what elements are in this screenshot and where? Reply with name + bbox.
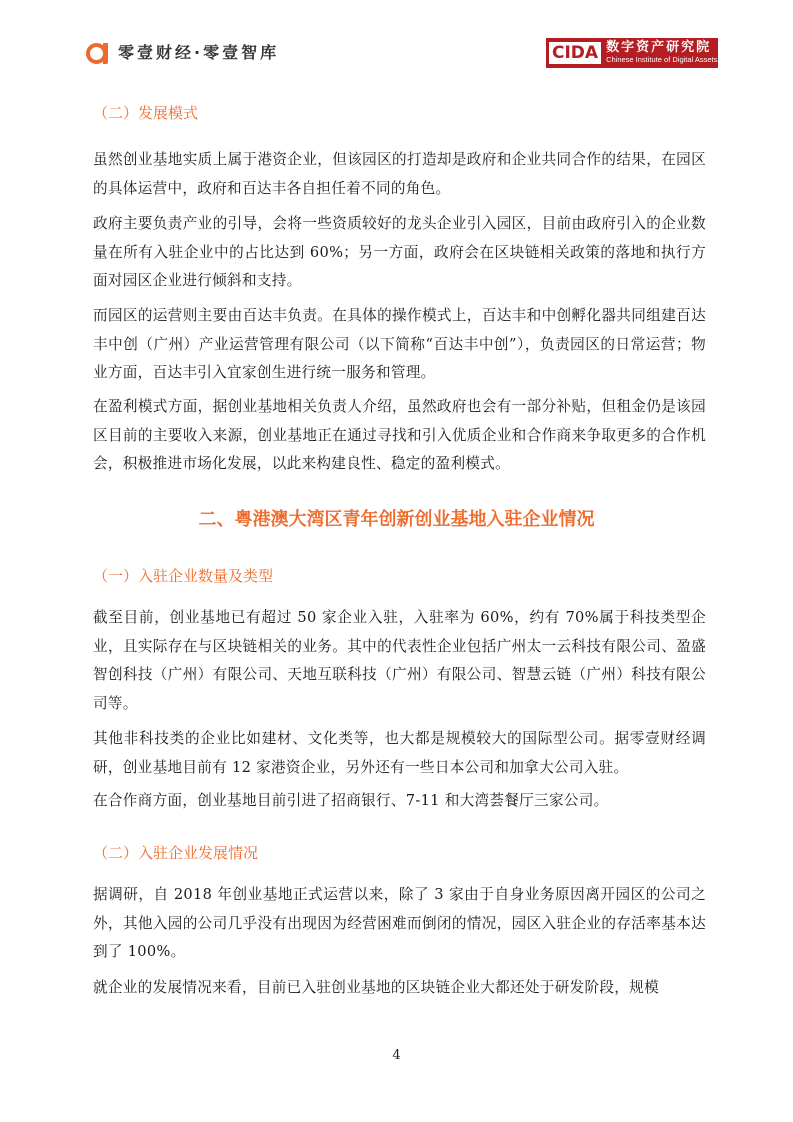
chapter-heading: 二、粤港澳大湾区青年创新创业基地入驻企业情况 xyxy=(198,509,595,530)
section-heading-company-count: （一）入驻企业数量及类型 xyxy=(93,567,274,585)
brand-left-text: 零壹财经·零壹智库 xyxy=(118,43,280,62)
cida-brand xyxy=(546,38,718,68)
lingyi-brand xyxy=(86,40,279,63)
cida-name-en: Chinese Institute of Digital Assets xyxy=(606,55,718,64)
section-heading-development-model: （二）发展模式 xyxy=(93,104,199,122)
lingyi-a-logo-icon xyxy=(86,41,108,63)
paragraph: 而园区的运营则主要由百达丰负责。在具体的操作模式上，百达丰和中创孵化器共同组建百达丰中创（广州）产业运营管理有限公司（以下简称“百达丰中创”），负责园区的日常运营；物业方面，百达丰引入宜家创生进行统一服务和管理。 xyxy=(93,307,706,381)
paragraph: 在盈利模式方面，据创业基地相关负责人介绍，虽然政府也会有一部分补贴，但租金仍是该园区目前的主要收入来源，创业基地正在通过寻找和引入优质企业和合作商来争取更多的合作机会，积极推进市场化发展，以此来构建良性、稳定的盈利模式。 xyxy=(93,398,706,472)
paragraph: 虽然创业基地实质上属于港资企业，但该园区的打造却是政府和企业共同合作的结果，在园区的具体运营中，政府和百达丰各自担任着不同的角色。 xyxy=(93,151,706,197)
page-header xyxy=(0,0,793,80)
cida-name-cn: 数字资产研究院 xyxy=(606,40,712,55)
paragraph: 就企业的发展情况来看，目前已入驻创业基地的区块链企业大都还处于研发阶段，规模 xyxy=(93,979,659,996)
paragraph: 政府主要负责产业的引导，会将一些资质较好的龙头企业引入园区，目前由政府引入的企业数量在所有入驻企业中的占比达到 60%；另一方面，政府会在区块链相关政策的落地和执行方面对园区企业进行倾斜和支持。 xyxy=(93,215,706,289)
cida-logo-icon: CIDA xyxy=(549,42,601,64)
paragraph: 在合作商方面，创业基地目前引进了招商银行、7-11 和大湾荟餐厅三家公司。 xyxy=(93,792,609,809)
paragraph: 其他非科技类的企业比如建材、文化类等，也大都是规模较大的国际型公司。据零壹财经调研，创业基地目前有 12 家港资企业，另外还有一些日本公司和加拿大公司入驻。 xyxy=(93,730,706,776)
paragraph: 截至目前，创业基地已有超过 50 家企业入驻，入驻率为 60%，约有 70%属于科技类型企业，且实际存在与区块链相关的业务。其中的代表性企业包括广州太一云科技有限公司、盈盛智创科技（广州）有限公司、天地互联科技（广州）有限公司、智慧云链（广州）科技有限公司等。 xyxy=(93,609,706,712)
paragraph: 据调研，自 2018 年创业基地正式运营以来，除了 3 家由于自身业务原因离开园区的公司之外，其他入园的公司几乎没有出现因为经营困难而倒闭的情况，园区入驻企业的存活率基本达到了 100%。 xyxy=(93,886,706,960)
section-heading-company-development: （二）入驻企业发展情况 xyxy=(93,844,259,862)
page-number: 4 xyxy=(392,1048,401,1063)
